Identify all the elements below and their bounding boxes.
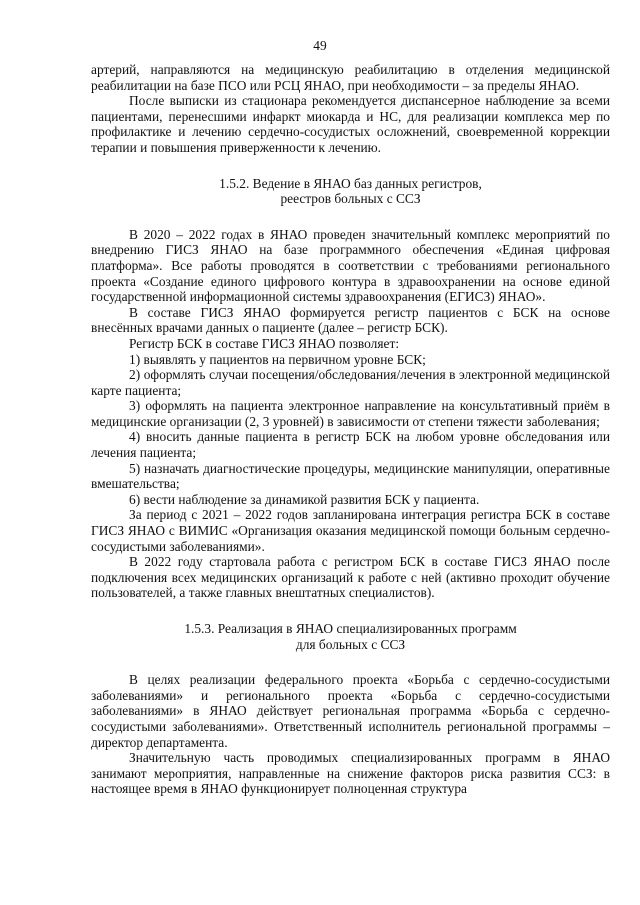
paragraph: За период с 2021 – 2022 годов запланирована интеграция регистра БСК в составе ГИСЗ ЯНАО с ВИМИС «Организация оказания медицинской помощи больным сердечно-сосудистыми заболеваниями».	[91, 507, 610, 554]
section-heading-1-5-2	[91, 176, 610, 207]
heading-line: для больных с ССЗ	[295, 636, 406, 652]
heading-line: реестров больных с ССЗ	[280, 191, 421, 207]
paragraph: В составе ГИСЗ ЯНАО формируется регистр пациентов с БСК на основе внесённых врачами данных о пациенте (далее – регистр БСК).	[91, 304, 610, 336]
paragraph: В 2022 году стартовала работа с регистром БСК в составе ГИСЗ ЯНАО после подключения всех медицинских организаций к работе с ней (активно проходит обучение пользователей, а также главных внештатных специалистов).	[91, 554, 610, 601]
list-item: 6) вести наблюдение за динамикой развития БСК у пациента.	[129, 491, 480, 507]
document-body	[91, 62, 610, 797]
list-item: 4) вносить данные пациента в регистр БСК на любом уровне обследования или лечения пациента;	[91, 429, 610, 461]
list-item: 2) оформлять случаи посещения/обследования/лечения в электронной медицинской карте пациента;	[91, 367, 610, 398]
paragraph: В 2020 – 2022 годах в ЯНАО проведен значительный комплекс мероприятий по внедрению ГИСЗ ЯНАО на базе программного обеспечения «Единая цифровая платформа». Все работы проводятся в соответствии с требованиями регионального проекта «Создание единого цифрового контура в здравоохранении на основе единой государственной информационной системы здравоохранения (ЕГИСЗ) ЯНАО».	[91, 226, 610, 305]
page-number: 49	[313, 38, 327, 53]
paragraph-continued: артерий, направляются на медицинскую реабилитацию в отделения медицинской реабилитации на базе ПСО или РСЦ ЯНАО, при необходимости – за пределы ЯНАО.	[91, 62, 610, 93]
paragraph-discharge: После выписки из стационара рекомендуется диспансерное наблюдение за всеми пациентами, перенесшими инфаркт миокарда и НС, для реализации комплекса мер по профилактике и лечению сердечно-сосудистых осложнений, своевременной коррекции терапии и повышения приверженности к лечению.	[91, 93, 610, 155]
list-item: 1) выявлять у пациентов на первичном уровне БСК;	[129, 351, 426, 367]
paragraph: Значительную часть проводимых специализированных программ в ЯНАО занимают мероприятия, направленные на снижение факторов риска развития ССЗ: в настоящее время в ЯНАО функционирует полноценная структура	[91, 750, 610, 797]
paragraph: Регистр БСК в составе ГИСЗ ЯНАО позволяет:	[129, 335, 400, 351]
section-heading-1-5-3	[91, 621, 610, 652]
list-item: 3) оформлять на пациента электронное направление на консультативный приём в медицинские организации (2, 3 уровней) в зависимости от степени тяжести заболевания;	[91, 398, 610, 429]
heading-line: 1.5.3. Реализация в ЯНАО специализированных программ	[184, 621, 517, 636]
paragraph: В целях реализации федерального проекта «Борьба с сердечно-сосудистыми заболеваниями» и регионального проекта «Борьба с сердечно-сосудистыми заболеваниями» в ЯНАО действует региональная программа «Борьба с сердечно-сосудистыми заболеваниями». Ответственный исполнитель региональной программы – директор департамента.	[91, 672, 610, 750]
heading-line: 1.5.2. Ведение в ЯНАО баз данных регистров,	[219, 175, 482, 191]
list-item: 5) назначать диагностические процедуры, медицинские манипуляции, оперативные вмешательства;	[91, 460, 610, 492]
